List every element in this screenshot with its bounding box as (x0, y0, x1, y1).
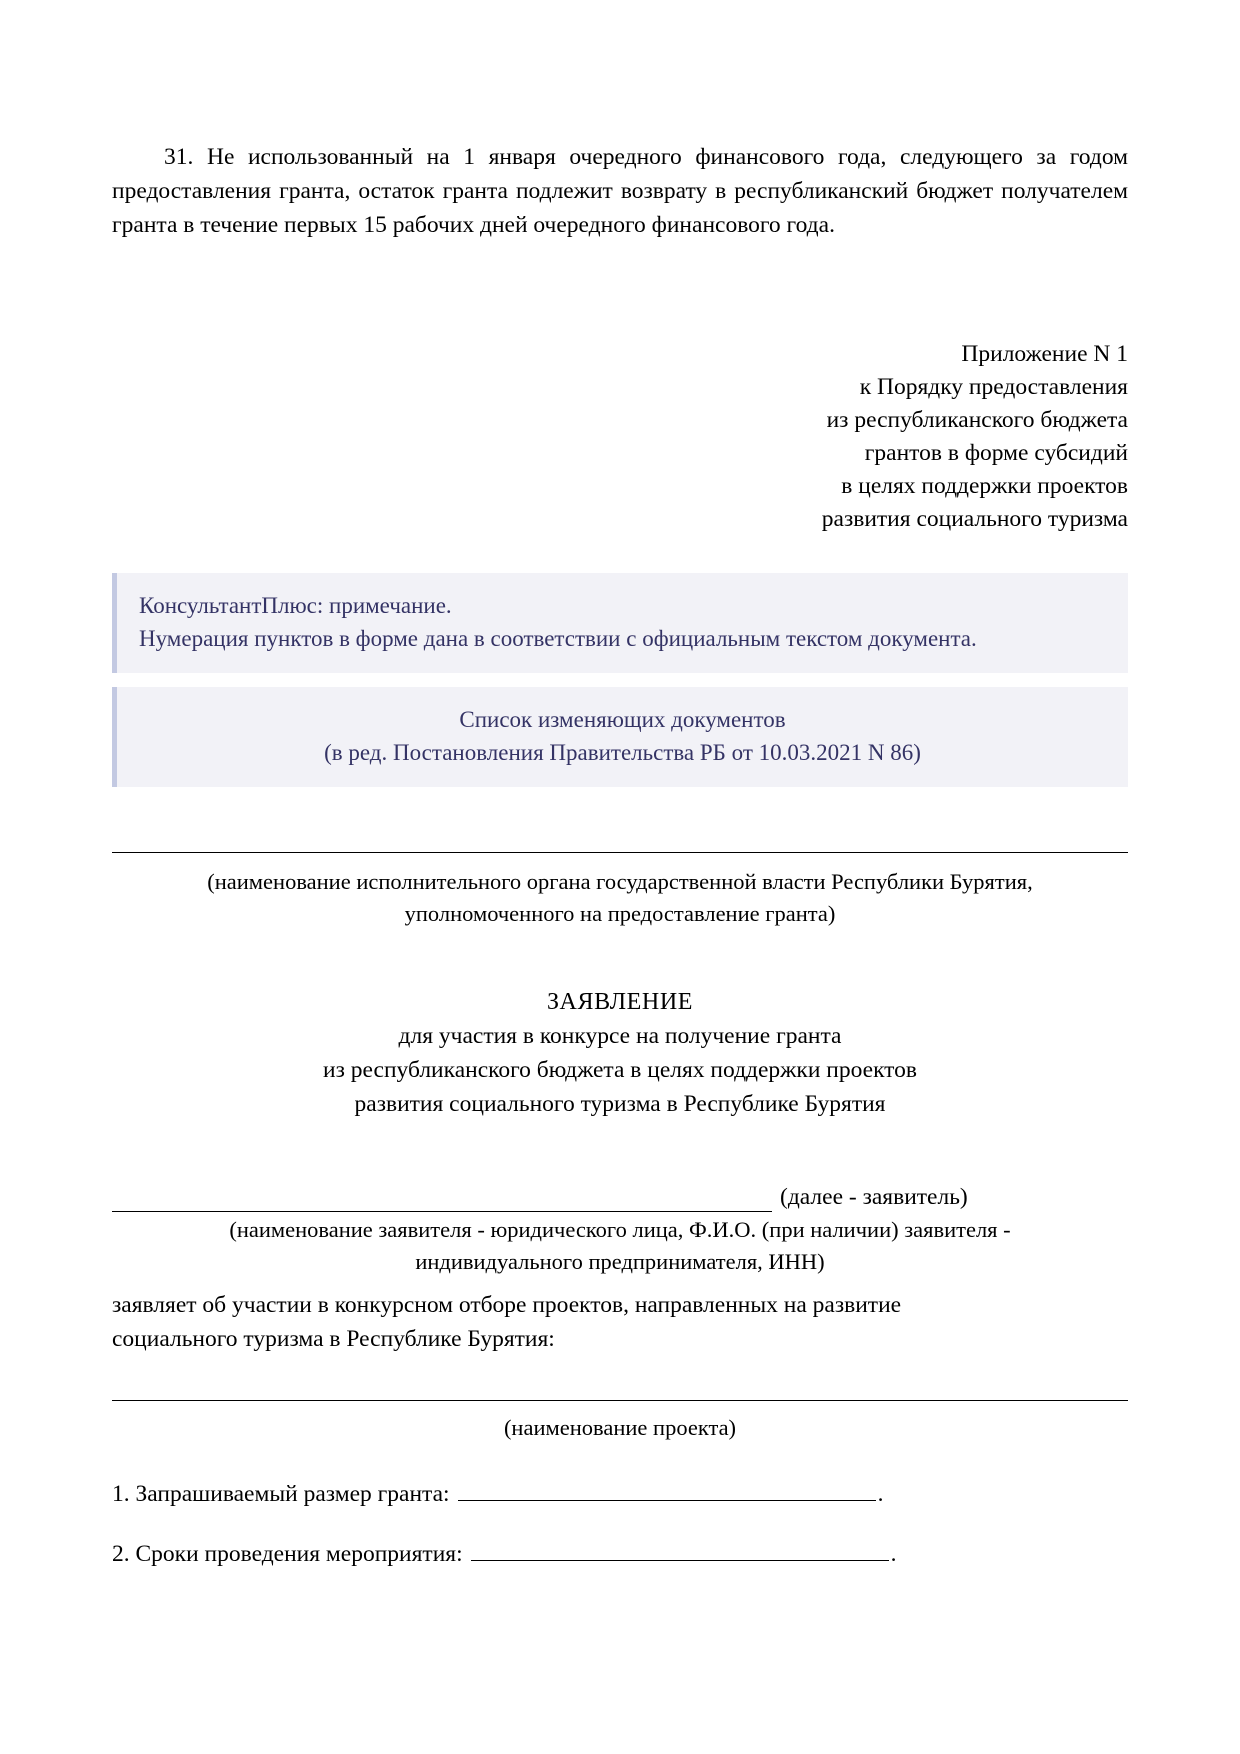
authority-caption-block (112, 866, 1128, 930)
declaration-line-2: социального туризма в Республике Бурятия: (112, 1326, 555, 1352)
authority-caption-line-2: уполномоченного на предоставление гранта) (404, 901, 836, 926)
paragraph-31-block (112, 140, 1128, 242)
declaration-line-1: заявляет об участии в конкурсном отборе проектов, направленных на развитие (112, 1292, 902, 1318)
appendix-line-3: из республиканского бюджета (826, 407, 1128, 433)
statement-title-block (112, 985, 1128, 1121)
appendix-line-1: Приложение N 1 (961, 341, 1128, 367)
applicant-row-block (112, 1182, 1128, 1212)
item-2-label: 2. Сроки проведения мероприятия: (112, 1541, 463, 1567)
appendix-line-6: развития социального туризма (821, 506, 1128, 532)
applicant-caption-line-1: (наименование заявителя - юридического лица, Ф.И.О. (при наличии) заявителя - (229, 1217, 1011, 1242)
item-2-terminator: . (890, 1541, 897, 1567)
changing-documents-reference: (в ред. Постановления Правительства РБ от 10.03.2021 N 86) (324, 740, 921, 765)
applicant-caption-line-2: индивидуального предпринимателя, ИНН) (415, 1249, 825, 1274)
project-caption: (наименование проекта) (503, 1415, 737, 1440)
declaration-block (112, 1288, 1128, 1356)
appendix-line-5: в целях поддержки проектов (841, 473, 1128, 499)
item-1-block (112, 1478, 1128, 1510)
item-1-terminator: . (877, 1481, 884, 1507)
item-1-blank[interactable] (458, 1480, 876, 1501)
appendix-line-4: грантов в форме субсидий (864, 440, 1128, 466)
applicant-trailing-text: (далее - заявитель) (780, 1184, 968, 1210)
project-blank-field[interactable] (112, 1400, 1128, 1401)
authority-blank-field[interactable] (112, 852, 1128, 853)
paragraph-31-text: 31. Не использованный на 1 января очередного финансового года, следующего за годом предоставления гранта, остаток гранта подлежит возврату в республиканский бюджет получателем гранта в течение первых 15 рабочих дней очередного финансового года. (112, 144, 1128, 238)
item-1-row (112, 1478, 1128, 1510)
applicant-name-blank[interactable] (112, 1185, 772, 1212)
statement-subtitle-line-3: развития социального туризма в Республике Бурятия (354, 1091, 886, 1117)
item-1-label: 1. Запрашиваемый размер гранта: (112, 1481, 450, 1507)
statement-subtitle-line-1: для участия в конкурсе на получение гранта (398, 1023, 842, 1049)
applicant-caption-block (112, 1214, 1128, 1278)
project-caption-block (112, 1412, 1128, 1444)
appendix-line-2: к Порядку предоставления (859, 374, 1128, 400)
consultant-note-line-1: КонсультантПлюс: примечание. (139, 593, 452, 618)
applicant-row (112, 1182, 1128, 1212)
statement-subtitle-line-2: из республиканского бюджета в целях поддержки проектов (323, 1057, 917, 1083)
project-blank-rule (112, 1400, 1128, 1401)
consultant-note-line-2: Нумерация пунктов в форме дана в соответствии с официальным текстом документа. (139, 626, 977, 651)
authority-blank-rule (112, 852, 1128, 853)
changing-documents-note-block (112, 687, 1128, 787)
appendix-reference-block (112, 338, 1128, 536)
item-2-block (112, 1538, 1128, 1570)
consultant-note-block (112, 573, 1128, 673)
changing-documents-title: Список изменяющих документов (459, 707, 786, 732)
item-2-row (112, 1538, 1128, 1570)
authority-caption-line-1: (наименование исполнительного органа государственной власти Республики Бурятия, (207, 869, 1033, 894)
item-2-blank[interactable] (471, 1540, 889, 1561)
statement-title: ЗАЯВЛЕНИЕ (546, 989, 694, 1015)
